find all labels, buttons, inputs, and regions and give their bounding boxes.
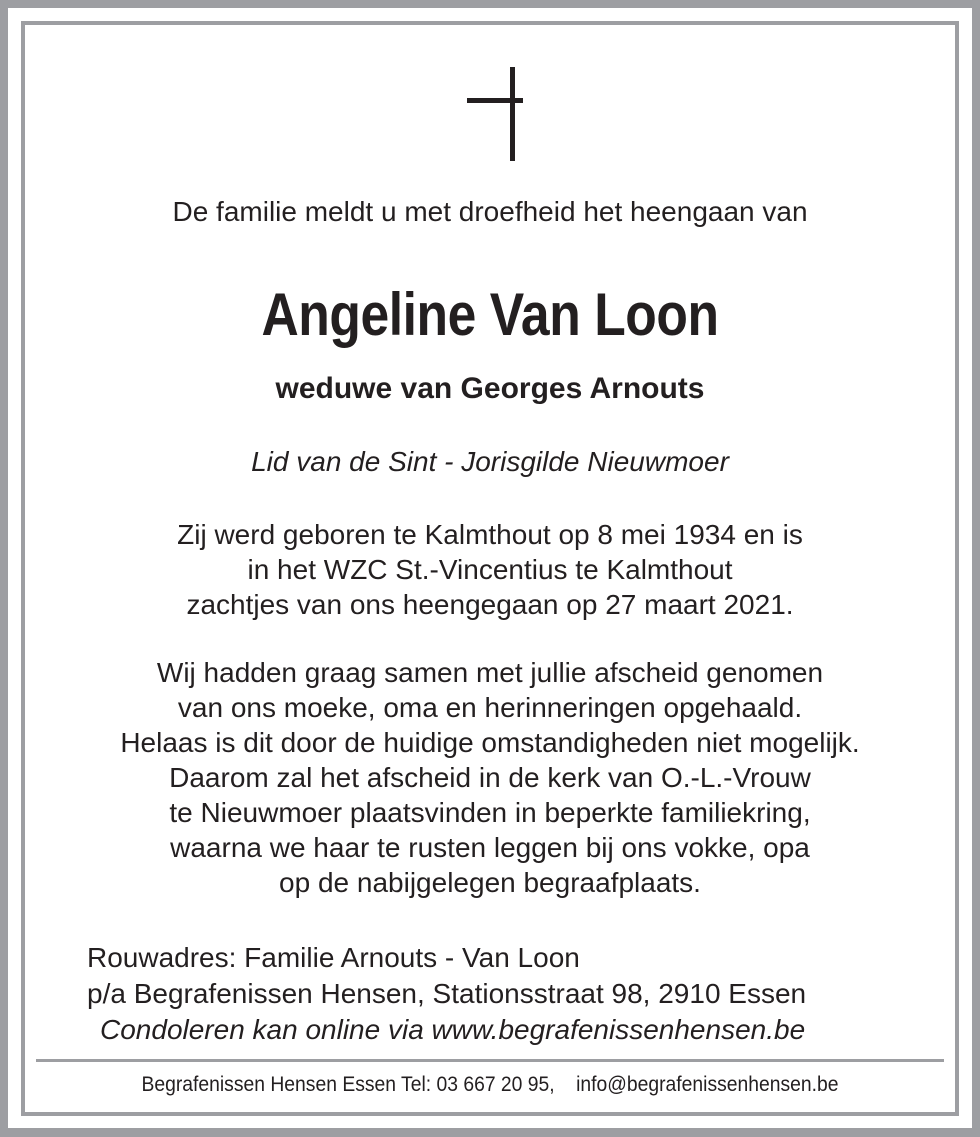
footer-email[interactable]: info@begrafenissenhensen.be bbox=[576, 1073, 839, 1096]
address-line: p/a Begrafenissen Hensen, Stationsstraat 98, 2910 Essen bbox=[87, 978, 807, 1009]
text-line: te Nieuwmoer plaatsvinden in beperkte familiekring, bbox=[169, 797, 811, 828]
notice-body bbox=[21, 21, 959, 1116]
birth-death-paragraph bbox=[25, 517, 955, 622]
cross-horizontal bbox=[467, 98, 523, 103]
membership: Lid van de Sint - Jorisgilde Nieuwmoer bbox=[251, 446, 729, 477]
text-line: Zij werd geboren te Kalmthout op 8 mei 1934 en is bbox=[177, 519, 803, 550]
text-line: Daarom zal het afscheid in de kerk van O.-L.-Vrouw bbox=[169, 762, 811, 793]
footer-divider bbox=[36, 1059, 944, 1062]
text-line: waarna we haar te rusten leggen bij ons vokke, opa bbox=[170, 832, 810, 863]
widow-of: weduwe van Georges Arnouts bbox=[275, 372, 705, 405]
text-line: op de nabijgelegen begraafplaats. bbox=[279, 867, 701, 898]
text-line: Helaas is dit door de huidige omstandigheden niet mogelijk. bbox=[120, 727, 860, 758]
text-line: Wij hadden graag samen met jullie afscheid genomen bbox=[156, 657, 824, 688]
intro-text: De familie meldt u met droefheid het heengaan van bbox=[172, 196, 808, 227]
footer-company: Begrafenissen Hensen Essen Tel: 03 667 20 95, bbox=[141, 1073, 555, 1096]
cross-vertical bbox=[510, 67, 515, 161]
footer bbox=[62, 1073, 918, 1097]
text-line: van ons moeke, oma en herinneringen opgehaald. bbox=[177, 692, 803, 723]
deceased-name: Angeline Van Loon bbox=[261, 281, 719, 348]
notice-frame bbox=[8, 8, 972, 1128]
farewell-paragraph bbox=[25, 655, 955, 900]
condolences-line: Condoleren kan online via www.begrafenissenhensen.be bbox=[100, 1014, 806, 1045]
address-line: Rouwadres: Familie Arnouts - Van Loon bbox=[87, 942, 580, 973]
text-line: in het WZC St.-Vincentius te Kalmthout bbox=[247, 554, 733, 585]
text-line: zachtjes van ons heengegaan op 27 maart 2021. bbox=[186, 589, 794, 620]
mourning-address bbox=[87, 940, 806, 1048]
